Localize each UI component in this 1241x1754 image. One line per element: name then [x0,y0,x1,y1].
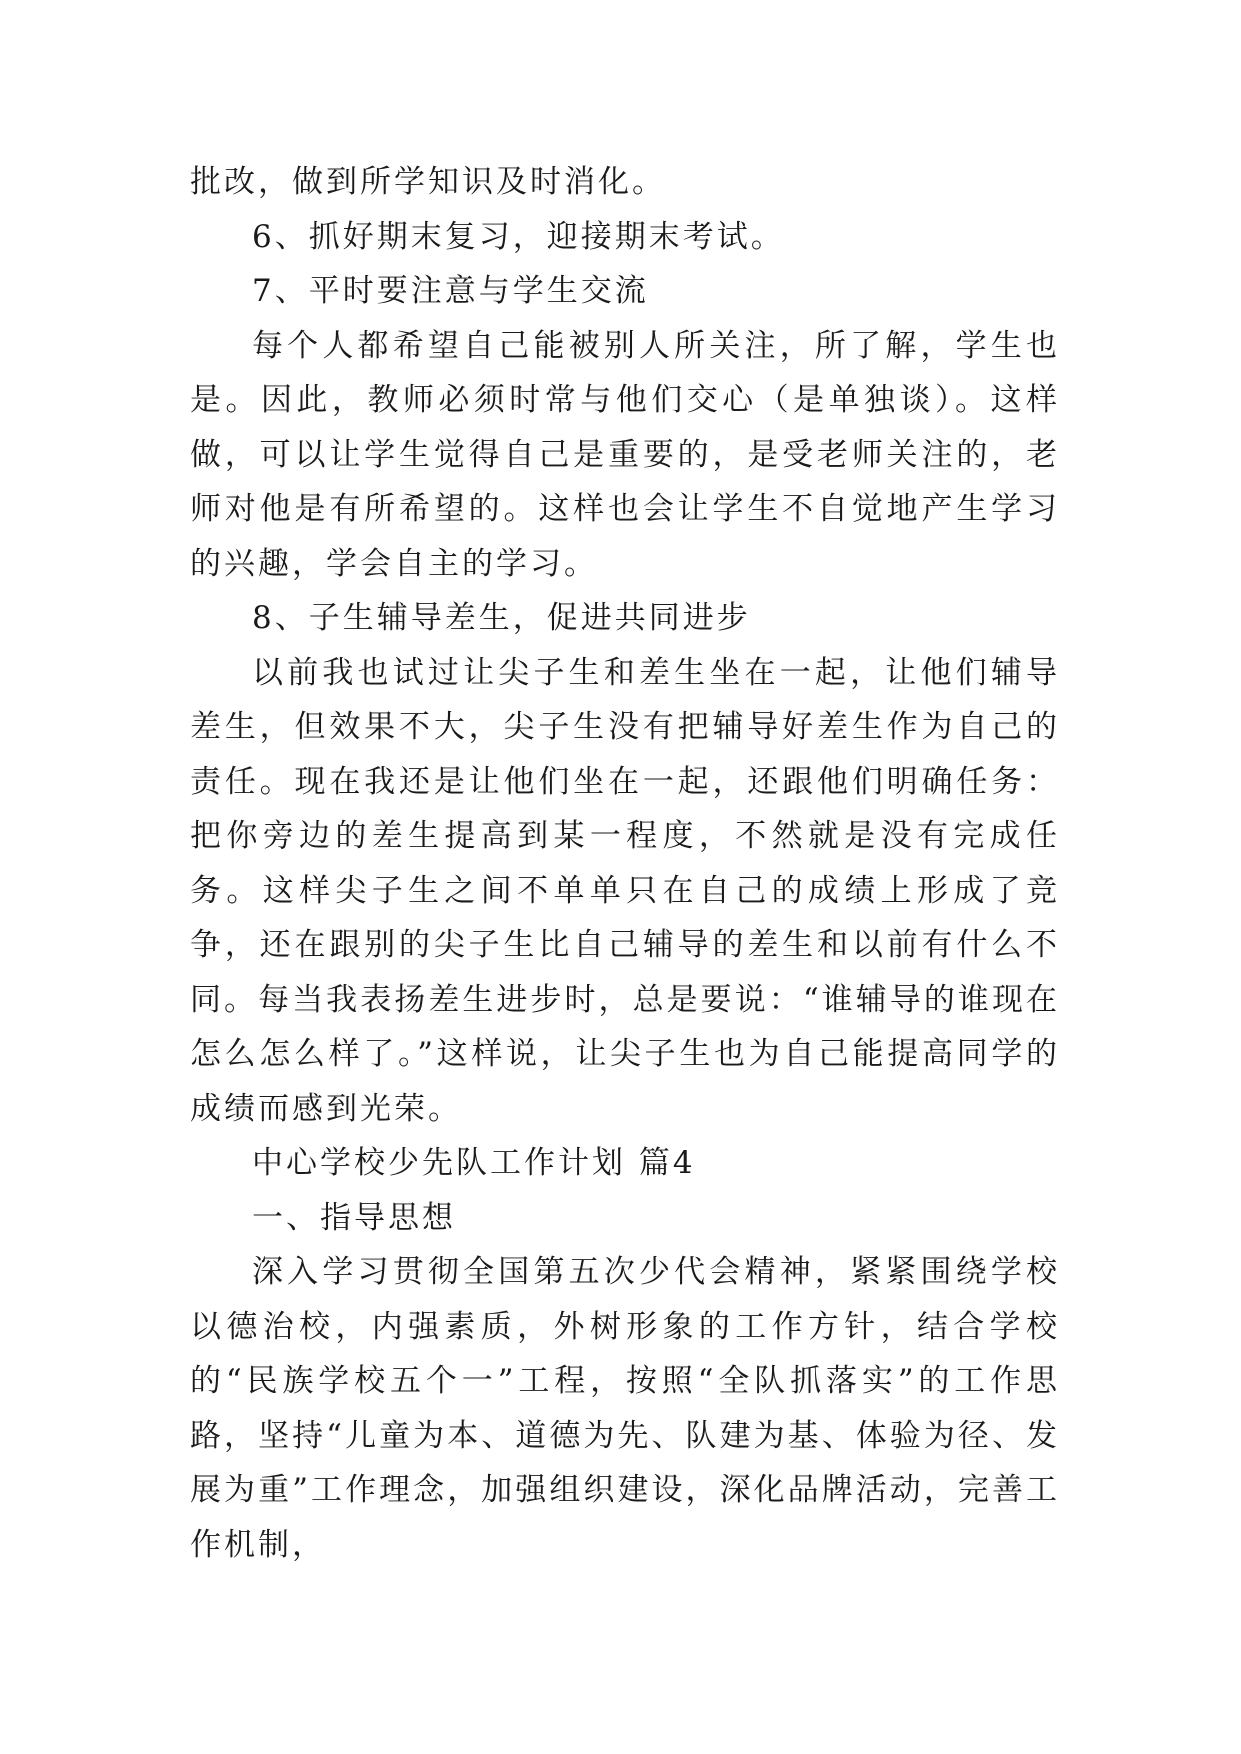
document-body [190,155,1060,1572]
paragraph: 深入学习贯彻全国第五次少代会精神，紧紧围绕学校以德治校，内强素质，外树形象的工作方针，结合学校的“民族学校五个一”工程，按照“全队抓落实”的工作思路，坚持“儿童为本、道德为先、队建为基、体验为径、发展为重”工作理念，加强组织建设，深化品牌活动，完善工作机制， [190,1254,1060,1563]
paragraph: 8、子生辅导差生，促进共同进步 [252,600,751,636]
paragraph: 每个人都希望自己能被别人所关注，所了解，学生也是。因此，教师必须时常与他们交心（是单独谈）。这样做，可以让学生觉得自己是重要的，是受老师关注的，老师对他是有所希望的。这样也会让学生不自觉地产生学习的兴趣，学会自主的学习。 [190,327,1060,582]
section-title: 中心学校少先队工作计划 篇4 [252,1145,696,1181]
paragraph: 批改，做到所学知识及时消化。 [190,164,666,200]
paragraph: 7、平时要注意与学生交流 [252,273,649,309]
section-heading: 一、指导思想 [252,1199,456,1236]
paragraph: 以前我也试过让尖子生和差生坐在一起，让他们辅导差生，但效果不大，尖子生没有把辅导好差生作为自己的责任。现在我还是让他们坐在一起，还跟他们明确任务：把你旁边的差生提高到某一程度，不然就是没有完成任务。这样尖子生之间不单单只在自己的成绩上形成了竞争，还在跟别的尖子生比自己辅导的差生和以前有什么不同。每当我表扬差生进步时，总是要说：“谁辅导的谁现在怎么怎么样了。”这样说，让尖子生也为自己能提高同学的成绩而感到光荣。 [190,654,1060,1127]
paragraph: 6、抓好期末复习，迎接期末考试。 [252,218,785,255]
